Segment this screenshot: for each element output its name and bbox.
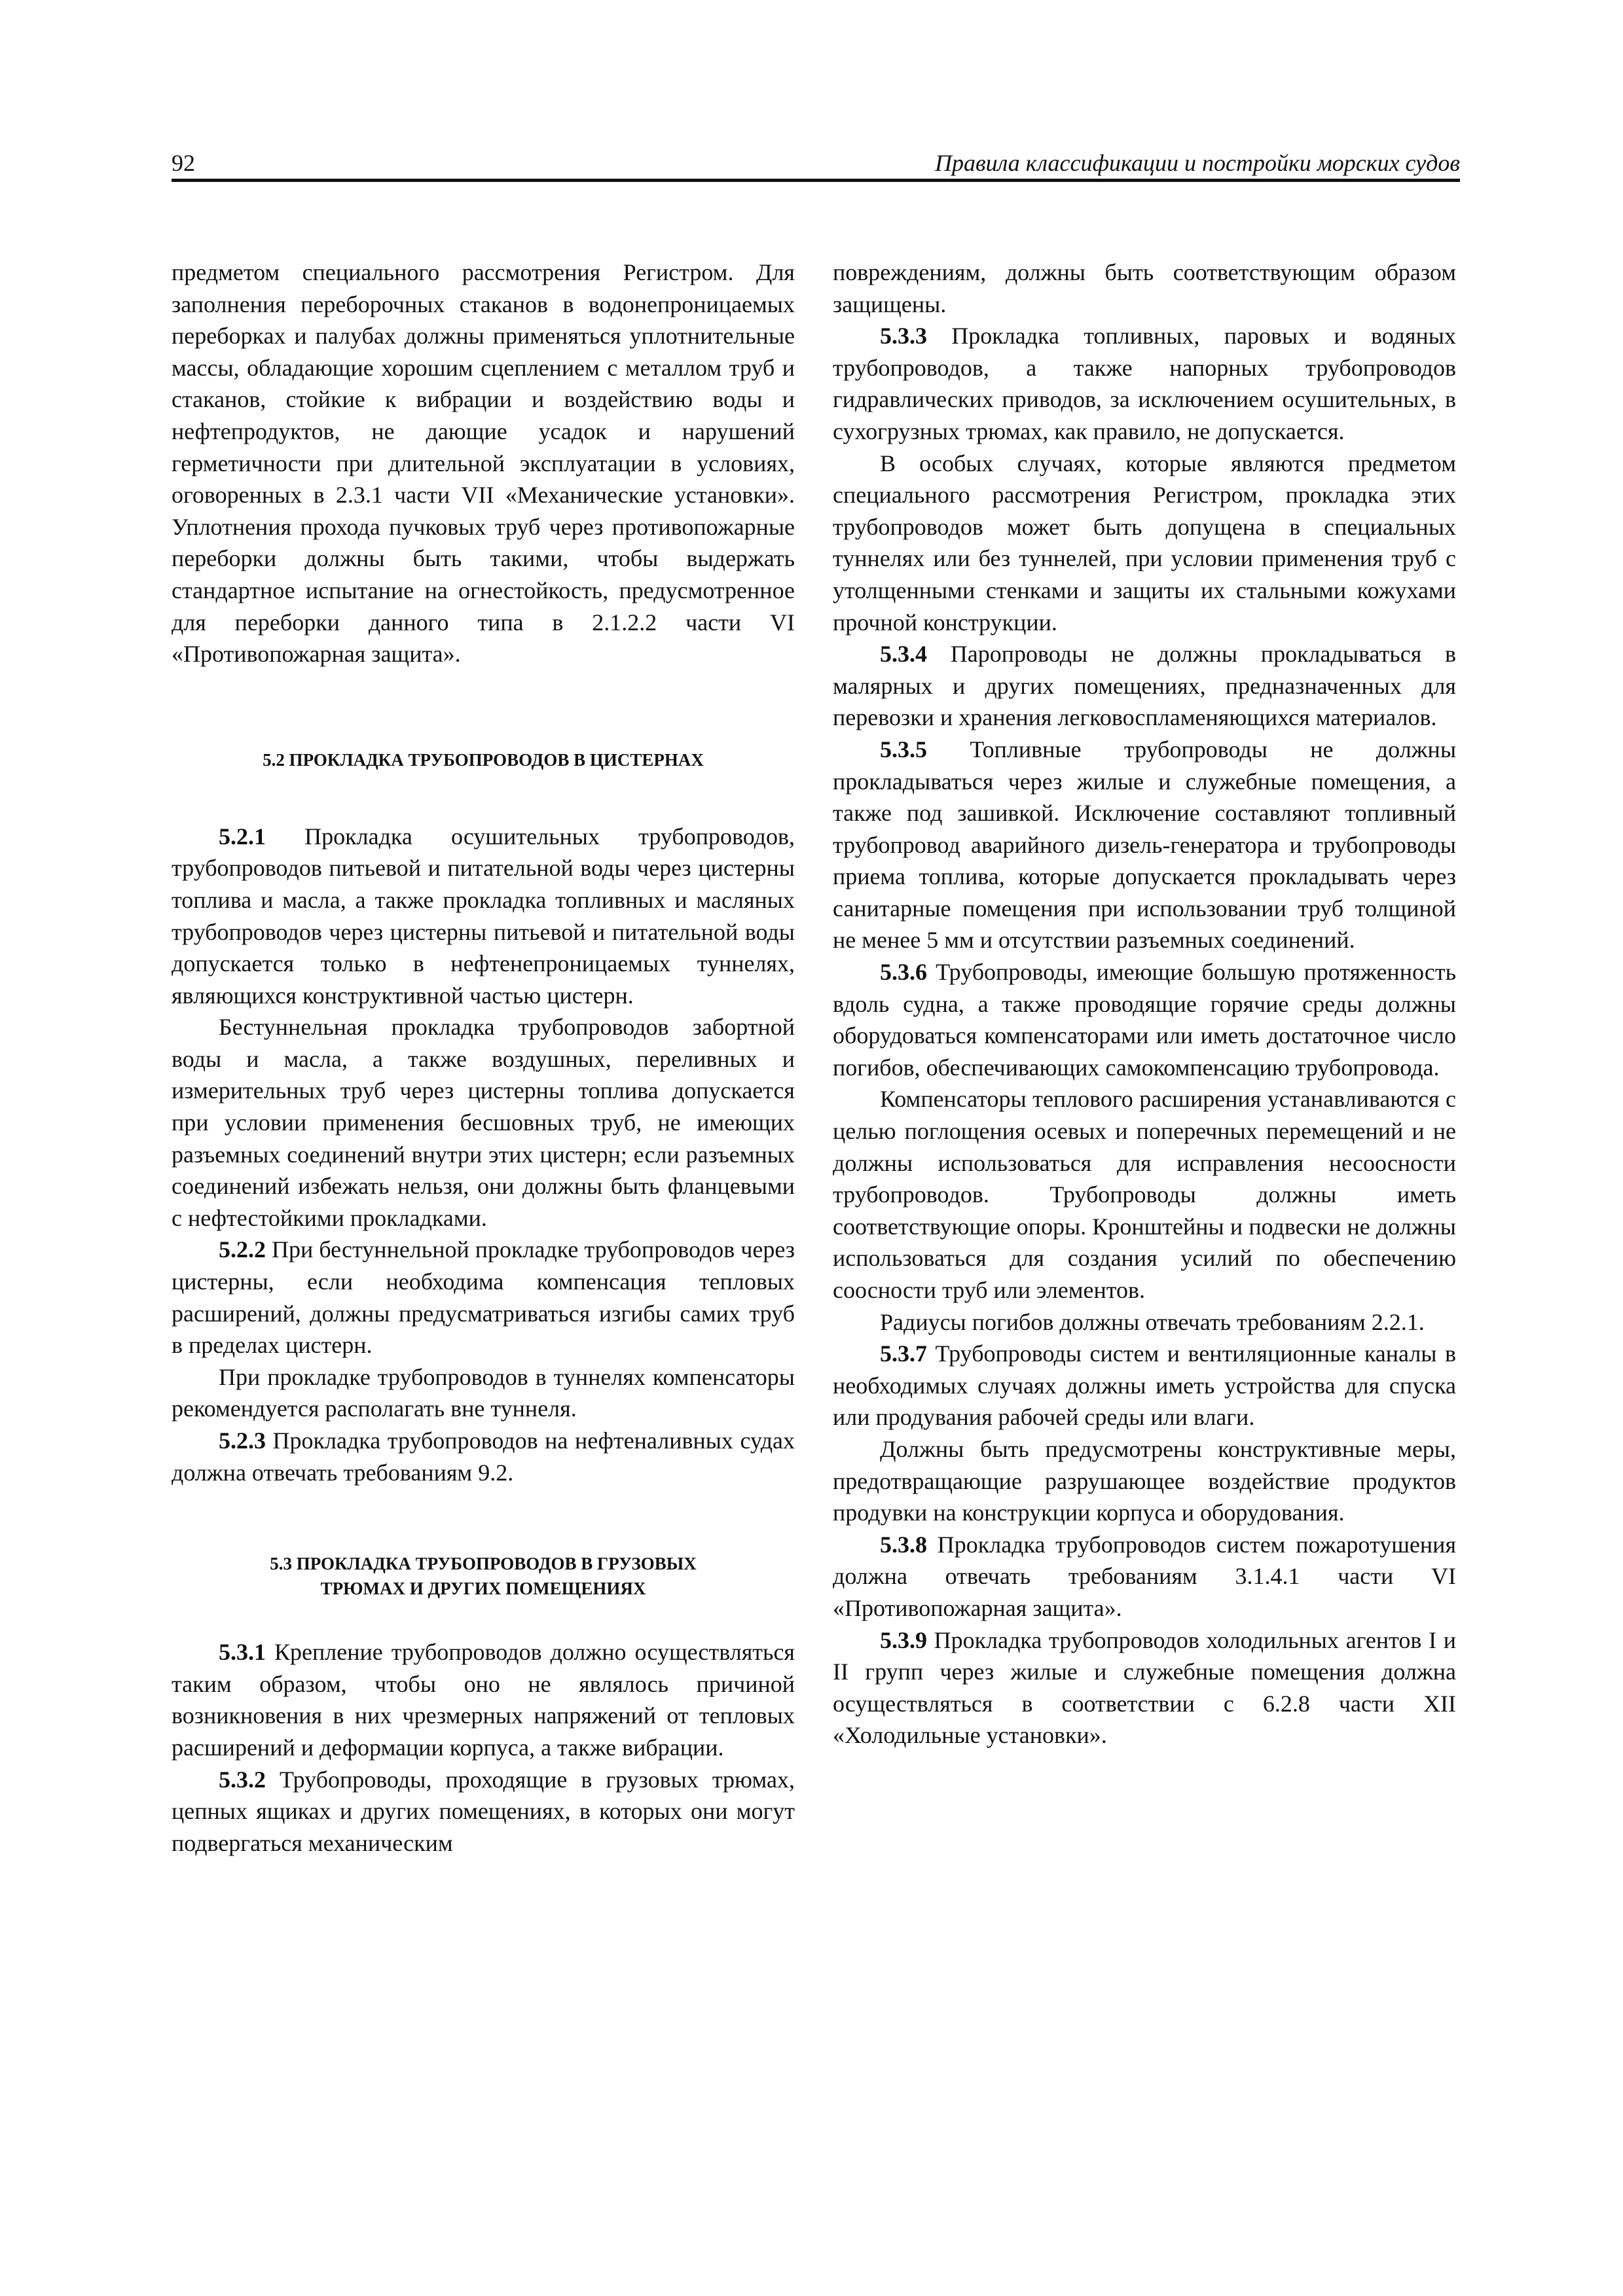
clause-number: 5.3.7 [880, 1340, 927, 1367]
left-column [172, 257, 795, 1859]
clause-number: 5.3.6 [880, 959, 927, 986]
clause-number: 5.3.2 [219, 1766, 266, 1793]
section-heading-5-2: 5.2 ПРОКЛАДКА ТРУБОПРОВОДОВ В ЦИСТЕРНАХ [263, 749, 704, 770]
paragraph-5-3-8: 5.3.8 Прокладка трубопроводов систем пожаротушения должна отвечать требованиям 3.1.4.1 части VI «Противопожарная защита». [833, 1531, 1456, 1621]
paragraph: Бестуннельная прокладка трубопроводов забортной воды и масла, а также воздушных, переливных и измерительных труб через цистерны топлива допускается при условии применения бесшовных труб, не имеющих разъемных соединений внутри этих цистерн; если разъемных соединений избежать нельзя, они должны быть фланцевыми с нефтестойкими прокладками. [172, 1014, 795, 1231]
paragraph-5-3-2: 5.3.2 Трубопроводы, проходящие в грузовых трюмах, цепных ящиках и других помещениях, в которых они могут подвергаться механическим [172, 1766, 795, 1856]
clause-number: 5.2.2 [219, 1236, 266, 1263]
paragraph-5-2-1: 5.2.1 Прокладка осушительных трубопроводов, трубопроводов питьевой и питательной воды через цистерны топлива и масла, а также прокладка топливных и масляных трубопроводов через цистерны питьевой и питательной воды допускается только в нефтенепроницаемых туннелях, являющихся конструктивной частью цистерн. [172, 823, 795, 1009]
page-number: 92 [172, 150, 195, 176]
clause-number: 5.3.8 [880, 1531, 927, 1558]
paragraph-continued: предметом специального рассмотрения Регистром. Для заполнения переборочных стаканов в водонепроницаемых переборках и палубах должны применяться уплотнительные массы, обладающие хорошим сцеплением с металлом труб и стаканов, стойкие к вибрации и воздействию воды и нефтепродуктов, не дающие усадок и нарушений герметичности при длительной эксплуатации в условиях, оговоренных в 2.3.1 части VII «Механические установки». Уплотнения прохода пучковых труб через противопожарные переборки должны быть такими, чтобы выдержать стандартное испытание на огнестойкость, предусмотренное для переборки данного типа в 2.1.2.2 части VI «Противопожарная защита». [172, 259, 795, 668]
section-heading-5-3: 5.3 ПРОКЛАДКА ТРУБОПРОВОДОВ В ГРУЗОВЫХ ТРЮМАХ И ДРУГИХ ПОМЕЩЕНИЯХ [270, 1554, 697, 1599]
paragraph-5-3-7: 5.3.7 Трубопроводы систем и вентиляционные каналы в необходимых случаях должны иметь устройства для спуска или продувания рабочей среды или влаги. [833, 1340, 1456, 1431]
clause-number: 5.3.3 [880, 323, 927, 350]
clause-number: 5.3.4 [880, 641, 927, 668]
running-title: Правила классификации и постройки морских судов [935, 150, 1460, 176]
paragraph-5-3-1: 5.3.1 Крепление трубопроводов должно осуществляться таким образом, чтобы оно не являлось причиной возникновения в них чрезмерных напряжений от тепловых расширений и деформации корпуса, а также вибрации. [172, 1639, 795, 1761]
clause-number: 5.3.5 [880, 736, 927, 762]
paragraph: Радиусы погибов должны отвечать требованиям 2.2.1. [880, 1308, 1425, 1335]
clause-number: 5.3.9 [880, 1626, 927, 1653]
header-rule [172, 179, 1460, 182]
paragraph: При прокладке трубопроводов в туннелях компенсаторы рекомендуется располагать вне туннеля. [172, 1363, 795, 1422]
page-header [172, 145, 1460, 182]
clause-number: 5.2.3 [219, 1427, 266, 1454]
paragraph: Компенсаторы теплового расширения устанавливаются с целью поглощения осевых и поперечных перемещений и не должны использоваться для исправления несоосности трубопроводов. Трубопроводы должны иметь соответствующие опоры. Кронштейны и подвески не должны использоваться для создания усилий по обеспечению соосности труб или элементов. [833, 1086, 1456, 1303]
paragraph-5-2-3: 5.2.3 Прокладка трубопроводов на нефтеналивных судах должна отвечать требованиям 9.2. [172, 1427, 795, 1486]
clause-number: 5.3.1 [219, 1639, 266, 1666]
paragraph-5-3-5: 5.3.5 Топливные трубопроводы не должны прокладываться через жилые и служебные помещения, а также под зашивкой. Исключение составляют топливный трубопровод аварийного дизель-генератора и трубопроводы приема топлива, которые допускается прокладывать через санитарные помещения при использовании труб толщиной не менее 5 мм и отсутствии разъемных соединений. [833, 736, 1456, 954]
paragraph-5-3-4: 5.3.4 Паропроводы не должны прокладываться в малярных и других помещениях, предназначенных для перевозки и хранения легковоспламеняющихся материалов. [833, 641, 1456, 731]
paragraph-5-3-6: 5.3.6 Трубопроводы, имеющие большую протяженность вдоль судна, а также проводящие горячие среды должны оборудоваться компенсаторами или иметь достаточное число погибов, обеспечивающих самокомпенсацию трубопровода. [833, 959, 1456, 1081]
paragraph-5-3-9: 5.3.9 Прокладка трубопроводов холодильных агентов I и II групп через жилые и служебные помещения должна осуществляться в соответствии с 6.2.8 части XII «Холодильные установки». [833, 1626, 1456, 1749]
paragraph-continued: повреждениям, должны быть соответствующим образом защищены. [833, 259, 1456, 317]
paragraph: В особых случаях, которые являются предметом специального рассмотрения Регистром, прокладка этих трубопроводов может быть допущена в специальных туннелях или без туннелей, при условии применения труб с утолщенными стенками и защиты их стальными кожухами прочной конструкции. [833, 450, 1456, 636]
paragraph-5-2-2: 5.2.2 При бестуннельной прокладке трубопроводов через цистерны, если необходима компенсация тепловых расширений, должны предусматриваться изгибы самих труб в пределах цистерн. [172, 1236, 795, 1359]
right-column [833, 257, 1456, 1751]
paragraph: Должны быть предусмотрены конструктивные меры, предотвращающие разрушающее воздействие продуктов продувки на конструкции корпуса и оборудования. [833, 1435, 1456, 1526]
clause-number: 5.2.1 [219, 823, 266, 850]
paragraph-5-3-3: 5.3.3 Прокладка топливных, паровых и водяных трубопроводов, а также напорных трубопроводов гидравлических приводов, за исключением осушительных, в сухогрузных трюмах, как правило, не допускается. [833, 323, 1456, 444]
